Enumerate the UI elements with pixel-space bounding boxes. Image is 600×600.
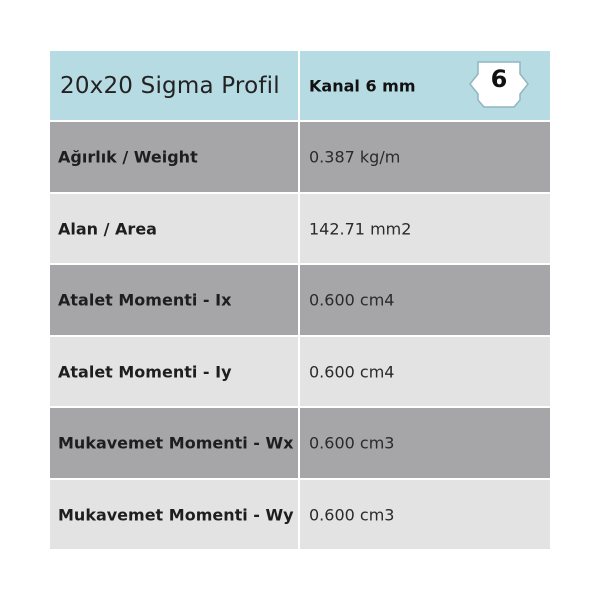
channel-profile-icon (468, 60, 530, 110)
row-value: 0.600 cm3 (309, 433, 395, 453)
profile-title: 20x20 Sigma Profil (60, 72, 280, 99)
table-row-section-wy (50, 479, 550, 550)
table-row-weight (50, 121, 550, 193)
column-divider (298, 480, 300, 549)
row-label: Mukavemet Momenti - Wy (58, 505, 294, 524)
table-row-inertia-iy (50, 336, 550, 407)
row-label: Atalet Momenti - Iy (58, 362, 232, 381)
row-value: 0.600 cm3 (309, 505, 395, 524)
row-label: Atalet Momenti - Ix (58, 290, 232, 310)
column-divider (298, 408, 300, 478)
profile-spec-table (50, 50, 550, 550)
row-value: 0.600 cm4 (309, 362, 395, 381)
table-row-area (50, 193, 550, 264)
row-value: 0.600 cm4 (309, 290, 395, 310)
column-divider (298, 194, 300, 263)
column-divider (298, 122, 300, 192)
channel-number-badge: 6 (490, 65, 508, 93)
channel-size-label: Kanal 6 mm (309, 76, 416, 95)
table-row-inertia-ix (50, 264, 550, 336)
table-row-section-wx (50, 407, 550, 479)
row-value: 142.71 mm2 (309, 219, 412, 238)
column-divider (298, 51, 300, 120)
column-divider (298, 265, 300, 335)
table-header-row (50, 50, 550, 121)
row-label: Alan / Area (58, 219, 157, 238)
column-divider (298, 337, 300, 406)
row-value: 0.387 kg/m (309, 147, 401, 167)
row-label: Mukavemet Momenti - Wx (58, 433, 294, 453)
row-label: Ağırlık / Weight (58, 147, 198, 167)
